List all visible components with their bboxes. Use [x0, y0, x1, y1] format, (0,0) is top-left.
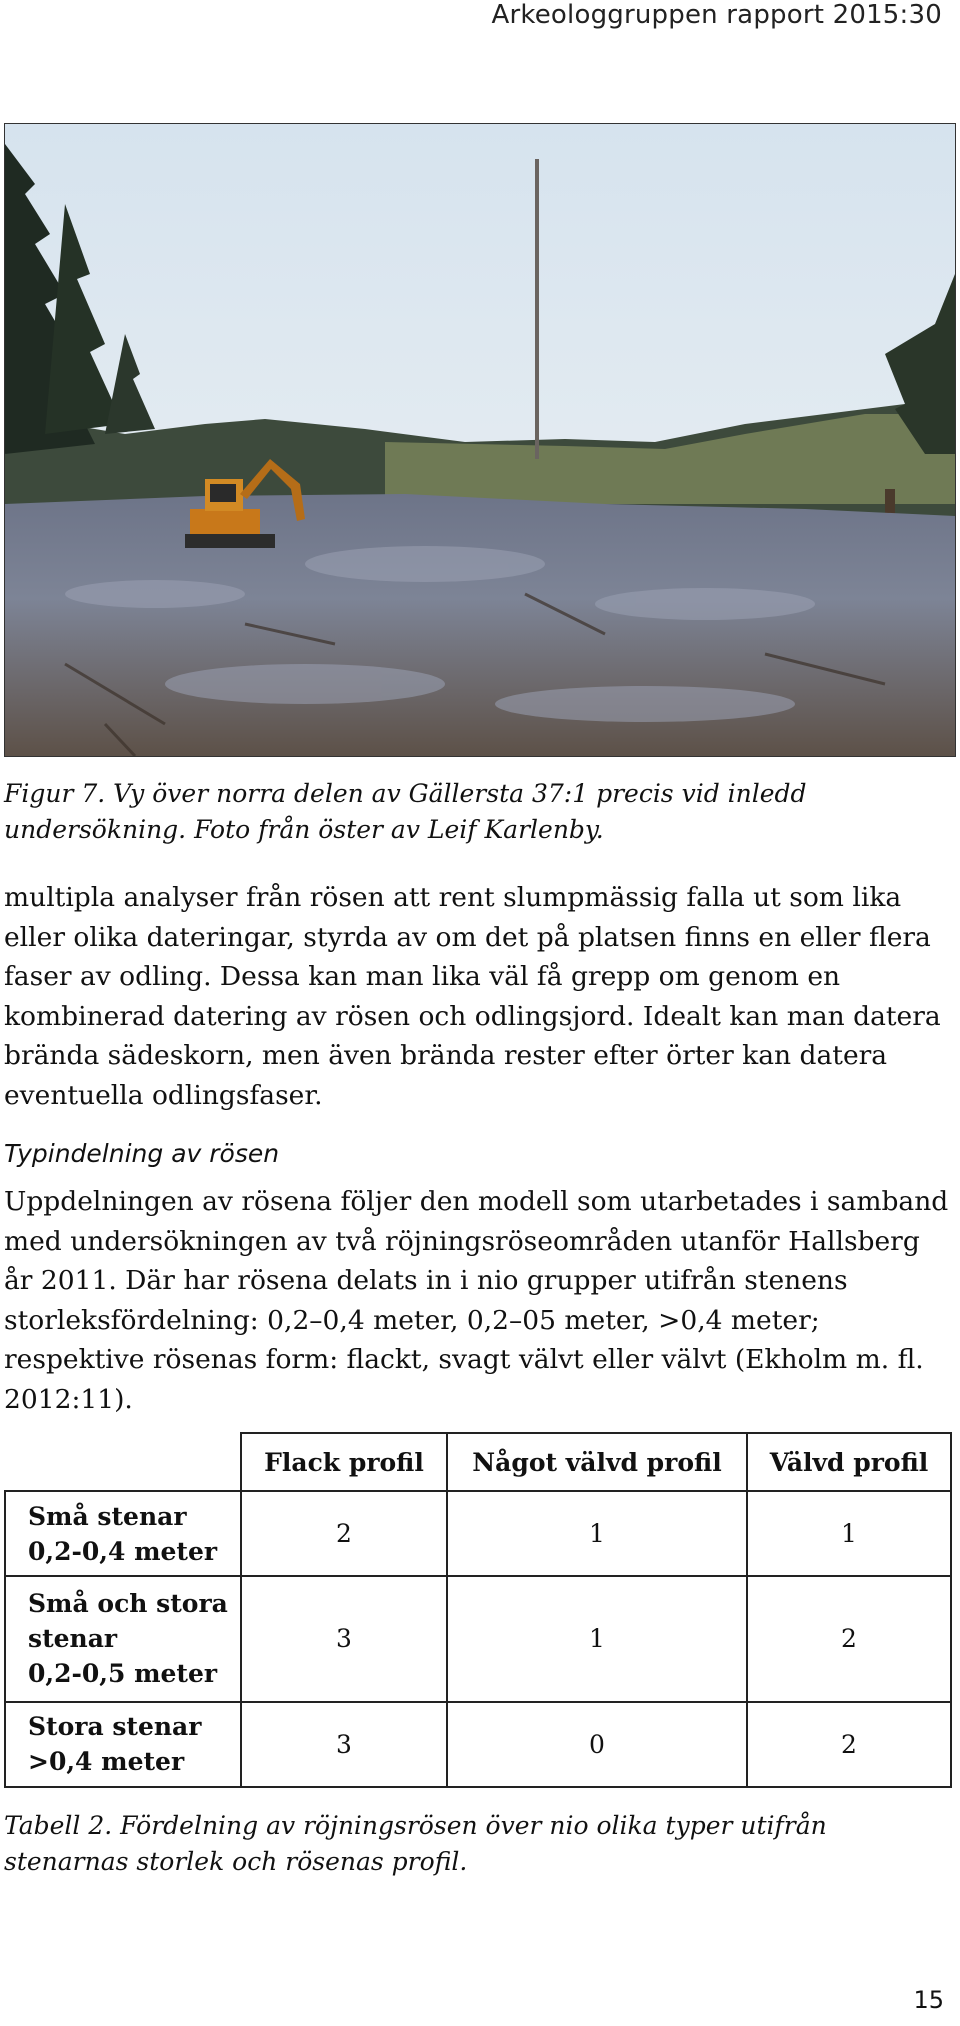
- body-paragraph-2: Uppdelningen av rösena följer den modell som utarbetades i samband med undersökningen av två röjningsröseområden utanför Hallsberg år 2011. Där har rösena delats in i nio grupper utifrån stenens storleksfördelning: 0,2–0,4 meter, 0,2–05 meter, >0,4 meter; respektive rösenas form: flackt, svagt välvt eller välvt (Ekholm m. fl. 2012:11).: [4, 1186, 949, 1415]
- row-header: Stora stenar >0,4 meter: [5, 1702, 241, 1787]
- table-cell: 3: [241, 1576, 447, 1702]
- site-photo: [4, 123, 956, 757]
- table-cell: 0: [447, 1702, 747, 1787]
- table-cell: 2: [747, 1576, 951, 1702]
- body-paragraph-1: multipla analyser från rösen att rent slumpmässig falla ut som lika eller olika dateringar, styrda av om det på platsen finns en eller flera faser av odling. Dessa kan man lika väl få grepp om genom en kombinerad datering av rösen och odlingsjord. Idealt kan man datera brända sädeskorn, men även brända rester efter örter kan datera eventuella odlingsfaser.: [4, 882, 941, 1111]
- table-row: [5, 1491, 951, 1576]
- running-header: Arkeologgruppen rapport 2015:30: [491, 0, 942, 30]
- page-number: 15: [913, 1986, 944, 2014]
- table-caption: Tabell 2. Fördelning av röjningsrösen över nio olika typer utifrån stenarnas storlek och rösenas profil.: [4, 1811, 827, 1876]
- table-cell: 3: [241, 1702, 447, 1787]
- row-header: Små och stora stenar 0,2-0,5 meter: [5, 1576, 241, 1702]
- column-header: Välvd profil: [747, 1433, 951, 1491]
- section-heading: Typindelning av rösen: [4, 1139, 280, 1168]
- table-header-row: [5, 1433, 951, 1491]
- column-header: Flack profil: [241, 1433, 447, 1491]
- table-cell: 1: [447, 1576, 747, 1702]
- table-cell: 2: [747, 1702, 951, 1787]
- stone-pile-type-table: [4, 1432, 952, 1788]
- table-cell: 1: [747, 1491, 951, 1576]
- table-cell: 2: [241, 1491, 447, 1576]
- table-cell: 1: [447, 1491, 747, 1576]
- table-row: [5, 1702, 951, 1787]
- column-header: Något välvd profil: [447, 1433, 747, 1491]
- figure-caption: Figur 7. Vy över norra delen av Gällersta 37:1 precis vid inledd undersökning. Foto från öster av Leif Karlenby.: [4, 779, 807, 844]
- table-row: [5, 1576, 951, 1702]
- table-corner-cell: [5, 1433, 241, 1491]
- row-header: Små stenar 0,2-0,4 meter: [5, 1491, 241, 1576]
